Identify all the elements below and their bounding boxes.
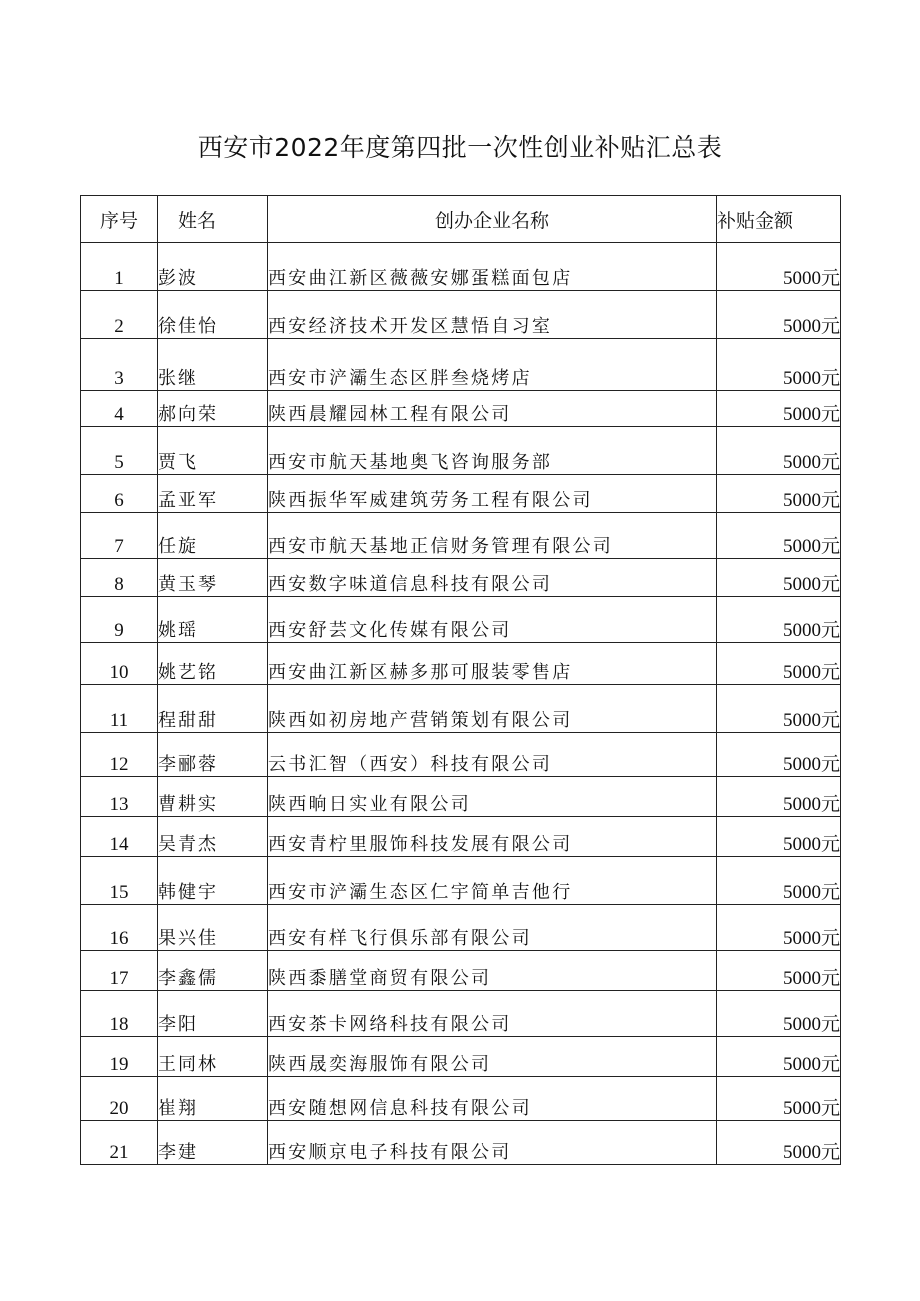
cell-serial-number: 17 (81, 951, 158, 991)
cell-serial-number: 8 (81, 559, 158, 597)
table-row (81, 475, 841, 513)
cell-subsidy-amount: 5000元 (717, 951, 841, 991)
cell-serial-number: 15 (81, 857, 158, 905)
header-name: 姓名 (158, 196, 268, 243)
cell-name: 韩健宇 (158, 857, 268, 905)
cell-serial-number: 16 (81, 905, 158, 951)
cell-serial-number: 11 (81, 685, 158, 733)
cell-serial-number: 9 (81, 597, 158, 643)
table-body (81, 243, 841, 1165)
cell-subsidy-amount: 5000元 (717, 513, 841, 559)
header-serial-number: 序号 (81, 196, 158, 243)
cell-company-name: 西安市浐灞生态区胖叁烧烤店 (268, 339, 717, 391)
cell-name: 郝向荣 (158, 391, 268, 427)
cell-subsidy-amount: 5000元 (717, 559, 841, 597)
cell-serial-number: 5 (81, 427, 158, 475)
cell-serial-number: 2 (81, 291, 158, 339)
cell-name: 李阳 (158, 991, 268, 1037)
table-row (81, 291, 841, 339)
table-row (81, 243, 841, 291)
cell-serial-number: 4 (81, 391, 158, 427)
table-row (81, 427, 841, 475)
cell-serial-number: 12 (81, 733, 158, 777)
cell-subsidy-amount: 5000元 (717, 243, 841, 291)
cell-company-name: 陕西振华军威建筑劳务工程有限公司 (268, 475, 717, 513)
cell-subsidy-amount: 5000元 (717, 991, 841, 1037)
table-row (81, 733, 841, 777)
table-row (81, 1037, 841, 1077)
cell-subsidy-amount: 5000元 (717, 427, 841, 475)
cell-company-name: 西安茶卡网络科技有限公司 (268, 991, 717, 1037)
cell-subsidy-amount: 5000元 (717, 817, 841, 857)
cell-name: 程甜甜 (158, 685, 268, 733)
cell-company-name: 西安顺京电子科技有限公司 (268, 1121, 717, 1165)
cell-company-name: 西安曲江新区薇薇安娜蛋糕面包店 (268, 243, 717, 291)
table-row (81, 597, 841, 643)
table-row (81, 905, 841, 951)
cell-serial-number: 1 (81, 243, 158, 291)
cell-name: 徐佳怡 (158, 291, 268, 339)
cell-company-name: 西安市航天基地奥飞咨询服务部 (268, 427, 717, 475)
cell-company-name: 西安曲江新区赫多那可服装零售店 (268, 643, 717, 685)
cell-name: 李郦蓉 (158, 733, 268, 777)
table-row (81, 1121, 841, 1165)
cell-serial-number: 18 (81, 991, 158, 1037)
cell-name: 姚艺铭 (158, 643, 268, 685)
cell-name: 任旋 (158, 513, 268, 559)
cell-company-name: 陕西晌日实业有限公司 (268, 777, 717, 817)
table-row (81, 513, 841, 559)
cell-company-name: 西安舒芸文化传媒有限公司 (268, 597, 717, 643)
table-row (81, 777, 841, 817)
header-subsidy-amount: 补贴金额 (717, 196, 841, 243)
cell-serial-number: 14 (81, 817, 158, 857)
cell-company-name: 云书汇智（西安）科技有限公司 (268, 733, 717, 777)
cell-name: 王同林 (158, 1037, 268, 1077)
cell-subsidy-amount: 5000元 (717, 597, 841, 643)
cell-company-name: 陕西晨耀园林工程有限公司 (268, 391, 717, 427)
cell-serial-number: 6 (81, 475, 158, 513)
cell-subsidy-amount: 5000元 (717, 733, 841, 777)
cell-company-name: 陕西黍膳堂商贸有限公司 (268, 951, 717, 991)
cell-name: 曹耕实 (158, 777, 268, 817)
cell-name: 彭波 (158, 243, 268, 291)
table-row (81, 1077, 841, 1121)
cell-name: 李鑫儒 (158, 951, 268, 991)
cell-serial-number: 3 (81, 339, 158, 391)
table-row (81, 643, 841, 685)
cell-subsidy-amount: 5000元 (717, 1077, 841, 1121)
table-row (81, 391, 841, 427)
cell-name: 吴青杰 (158, 817, 268, 857)
cell-name: 贾飞 (158, 427, 268, 475)
cell-name: 果兴佳 (158, 905, 268, 951)
cell-subsidy-amount: 5000元 (717, 1121, 841, 1165)
table-row (81, 991, 841, 1037)
cell-subsidy-amount: 5000元 (717, 685, 841, 733)
cell-subsidy-amount: 5000元 (717, 1037, 841, 1077)
cell-company-name: 陕西晟奕海服饰有限公司 (268, 1037, 717, 1077)
cell-company-name: 西安随想网信息科技有限公司 (268, 1077, 717, 1121)
cell-company-name: 西安有样飞行俱乐部有限公司 (268, 905, 717, 951)
table-header-row (81, 196, 841, 243)
cell-serial-number: 20 (81, 1077, 158, 1121)
cell-company-name: 西安市浐灞生态区仁宇简单吉他行 (268, 857, 717, 905)
cell-company-name: 西安青柠里服饰科技发展有限公司 (268, 817, 717, 857)
table-row (81, 817, 841, 857)
cell-company-name: 西安经济技术开发区慧悟自习室 (268, 291, 717, 339)
cell-serial-number: 19 (81, 1037, 158, 1077)
cell-company-name: 西安市航天基地正信财务管理有限公司 (268, 513, 717, 559)
header-company-name: 创办企业名称 (268, 196, 717, 243)
cell-serial-number: 21 (81, 1121, 158, 1165)
cell-serial-number: 13 (81, 777, 158, 817)
cell-name: 张继 (158, 339, 268, 391)
cell-subsidy-amount: 5000元 (717, 643, 841, 685)
cell-company-name: 西安数字味道信息科技有限公司 (268, 559, 717, 597)
table-row (81, 857, 841, 905)
cell-name: 崔翔 (158, 1077, 268, 1121)
cell-subsidy-amount: 5000元 (717, 777, 841, 817)
table-row (81, 685, 841, 733)
cell-company-name: 陕西如初房地产营销策划有限公司 (268, 685, 717, 733)
cell-subsidy-amount: 5000元 (717, 291, 841, 339)
cell-serial-number: 10 (81, 643, 158, 685)
table-row (81, 951, 841, 991)
cell-subsidy-amount: 5000元 (717, 905, 841, 951)
cell-name: 李建 (158, 1121, 268, 1165)
cell-subsidy-amount: 5000元 (717, 339, 841, 391)
document-title: 西安市2022年度第四批一次性创业补贴汇总表 (197, 133, 723, 162)
table-row (81, 559, 841, 597)
cell-subsidy-amount: 5000元 (717, 391, 841, 427)
cell-name: 黄玉琴 (158, 559, 268, 597)
cell-name: 孟亚军 (158, 475, 268, 513)
cell-subsidy-amount: 5000元 (717, 475, 841, 513)
subsidy-summary-table (80, 195, 841, 1165)
cell-name: 姚瑶 (158, 597, 268, 643)
cell-subsidy-amount: 5000元 (717, 857, 841, 905)
cell-serial-number: 7 (81, 513, 158, 559)
table-row (81, 339, 841, 391)
